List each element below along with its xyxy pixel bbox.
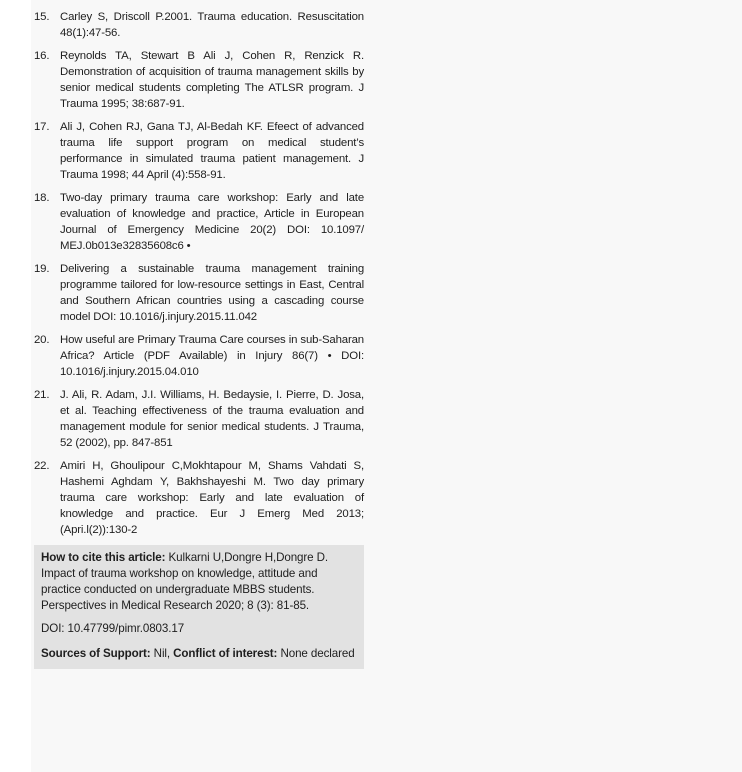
reference-number: 18. (34, 192, 50, 204)
support-label: Sources of Support: (41, 647, 151, 660)
citation-box (34, 545, 364, 669)
reference-number: 20. (34, 334, 50, 346)
citation-text: Kulkarni U,Dongre H,Dongre D. Impact of trauma workshop on knowledge, attitude and practice conducted on undergraduate MBBS students. Perspectives in Medical Research 2020; 8 (3): 81-85. (41, 551, 329, 612)
reference-list (34, 0, 364, 538)
references-column (34, 0, 364, 669)
reference-item (34, 261, 364, 325)
citation-label: How to cite this article: (41, 551, 166, 564)
reference-number: 21. (34, 389, 50, 401)
conflict-value: None declared (277, 647, 355, 660)
reference-number: 19. (34, 263, 50, 275)
reference-text: Amiri H, Ghoulipour C,Mokhtapour M, Shams Vahdati S, Hashemi Aghdam Y, Bakhshayeshi M. Two day primary trauma care workshop: Early and late evaluation of knowledge and practice. Eur J Emerg Med 2013; (Apri.l(2)):130-2 (60, 460, 364, 536)
reference-item (34, 332, 364, 380)
reference-text: Delivering a sustainable trauma management training programme tailored for low-resource settings in East, Central and Southern African countries using a cascading course model DOI: 10.1016/j.injury.2015.11.042 (60, 263, 364, 323)
reference-text: Two-day primary trauma care workshop: Early and late evaluation of knowledge and practice, Article in European Journal of Emergency Medicine 20(2) DOI: 10.1097/ MEJ.0b013e32835608c6 • (60, 192, 364, 252)
reference-number: 22. (34, 460, 50, 472)
reference-number: 16. (34, 50, 50, 62)
reference-item (34, 48, 364, 112)
support-value: Nil, (150, 647, 174, 660)
support-line (41, 646, 356, 662)
reference-item (34, 387, 364, 451)
reference-item (34, 458, 364, 538)
reference-item (34, 190, 364, 254)
doi-line: DOI: 10.47799/pimr.0803.17 (41, 622, 185, 635)
reference-text: J. Ali, R. Adam, J.I. Williams, H. Bedaysie, I. Pierre, D. Josa, et al. Teaching effectiveness of the trauma evaluation and management module for senior medical students. J Trauma, 52 (2002), pp. 847-851 (60, 389, 364, 449)
reference-text: How useful are Primary Trauma Care courses in sub-Saharan Africa? Article (PDF Available) in Injury 86(7) • DOI: 10.1016/j.injury.2015.04.010 (60, 334, 364, 378)
reference-item (34, 119, 364, 183)
citation-paragraph (41, 550, 356, 614)
reference-item (34, 9, 364, 41)
reference-text: Reynolds TA, Stewart B Ali J, Cohen R, Renzick R. Demonstration of acquisition of trauma management skills by senior medical students completing The ATLSR program. J Trauma 1995; 38:687-91. (60, 50, 364, 110)
reference-text: Carley S, Driscoll P.2001. Trauma education. Resuscitation 48(1):47-56. (60, 11, 364, 39)
reference-number: 15. (34, 11, 50, 23)
reference-number: 17. (34, 121, 50, 133)
reference-text: Ali J, Cohen RJ, Gana TJ, Al-Bedah KF. Efeect of advanced trauma life support program on medical student’s performance in simulated trauma patient management. J Trauma 1998; 44 April (4):558-91. (60, 121, 364, 181)
conflict-label: Conflict of interest: (173, 647, 278, 660)
